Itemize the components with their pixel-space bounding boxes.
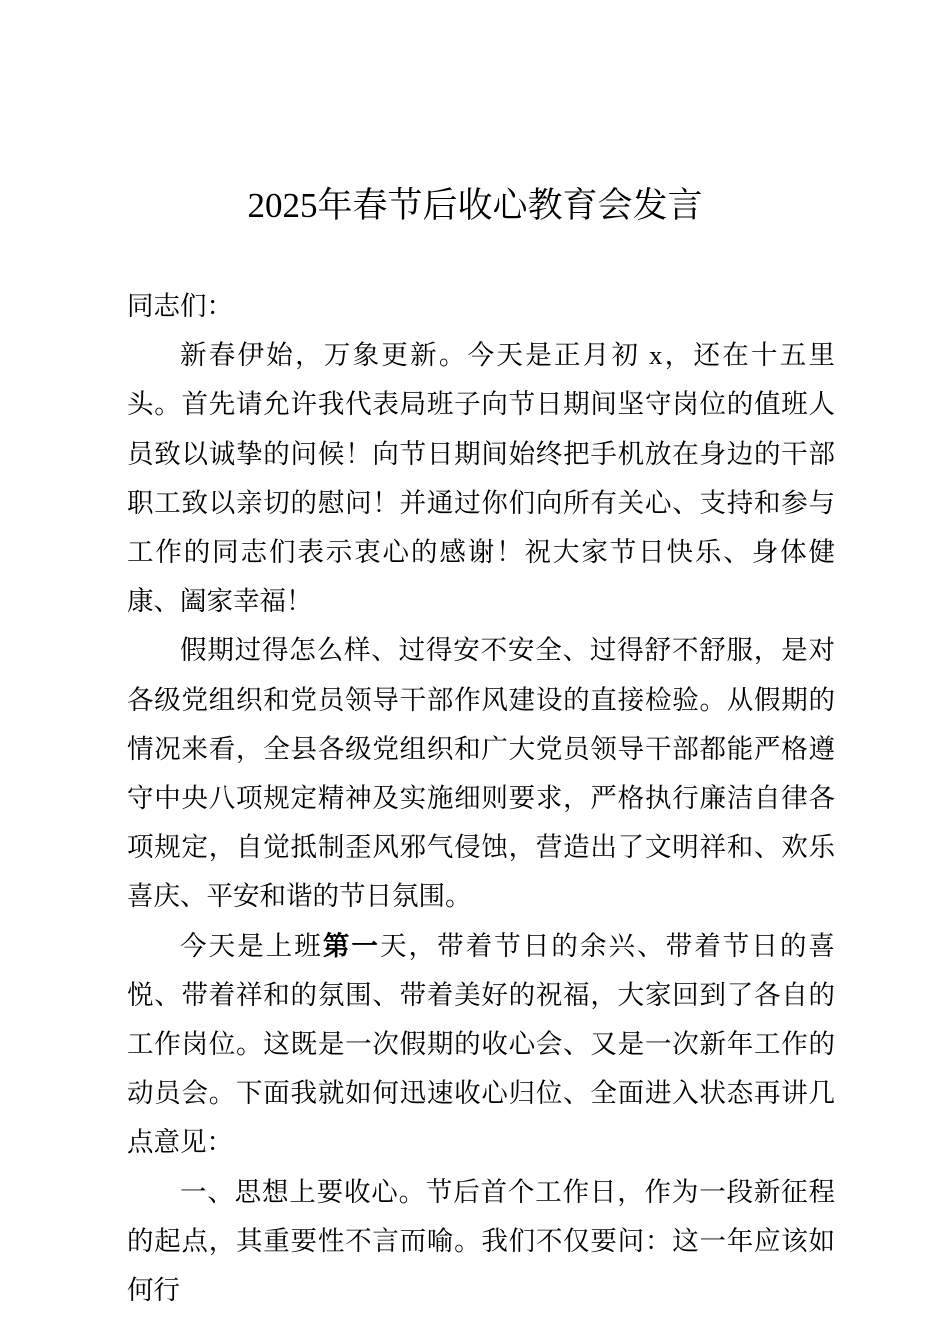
document-body <box>127 282 835 1315</box>
title-text: 年春节后收心教育会发言 <box>317 186 703 226</box>
paragraph-1 <box>127 331 835 626</box>
paragraph-1-day-placeholder: x <box>640 340 663 371</box>
paragraph-3-bold-text: 第一 <box>322 930 380 962</box>
paragraph-3-part-a: 今天是上班 <box>180 930 323 962</box>
paragraph-1-part-b: ，还在十五里头。首先请允许我代表局班子向节日期间坚守岗位的值班人员致以诚挚的问候！向节日期间始终把手机放在身边的干部职工致以亲切的慰问！并通过你们向所有关心、支持和参与工作的同志们表示衷心的感谢！祝大家节日快乐、身体健康、阖家幸福！ <box>127 340 836 618</box>
paragraph-3 <box>127 922 835 1168</box>
paragraph-1-part-a: 新春伊始，万象更新。今天是正月初 <box>180 340 641 372</box>
salutation: 同志们： <box>127 291 233 322</box>
paragraph-3-part-b: 天，带着节日的余兴、带着节日的喜悦、带着祥和的氛围、带着美好的祝福，大家回到了各自的工作岗位。这既是一次假期的收心会、又是一次新年工作的动员会。下面我就如何迅速收心归位、全面进入状态再讲几点意见： <box>127 930 836 1159</box>
paragraph-4: 一、思想上要收心。节后首个工作日，作为一段新征程的起点，其重要性不言而喻。我们不仅要问：这一年应该如何行 <box>127 1176 835 1307</box>
title-year: 2025 <box>247 186 318 225</box>
paragraph-2: 假期过得怎么样、过得安不安全、过得舒不舒服，是对各级党组织和党员领导干部作风建设的直接检验。从假期的情况来看，全县各级党组织和广大党员领导干部都能严格遵守中央八项规定精神及实施细则要求，严格执行廉洁自律各项规定，自觉抵制歪风邪气侵蚀，营造出了文明祥和、欢乐喜庆、平安和谐的节日氛围。 <box>127 635 835 913</box>
document-title <box>0 183 950 229</box>
